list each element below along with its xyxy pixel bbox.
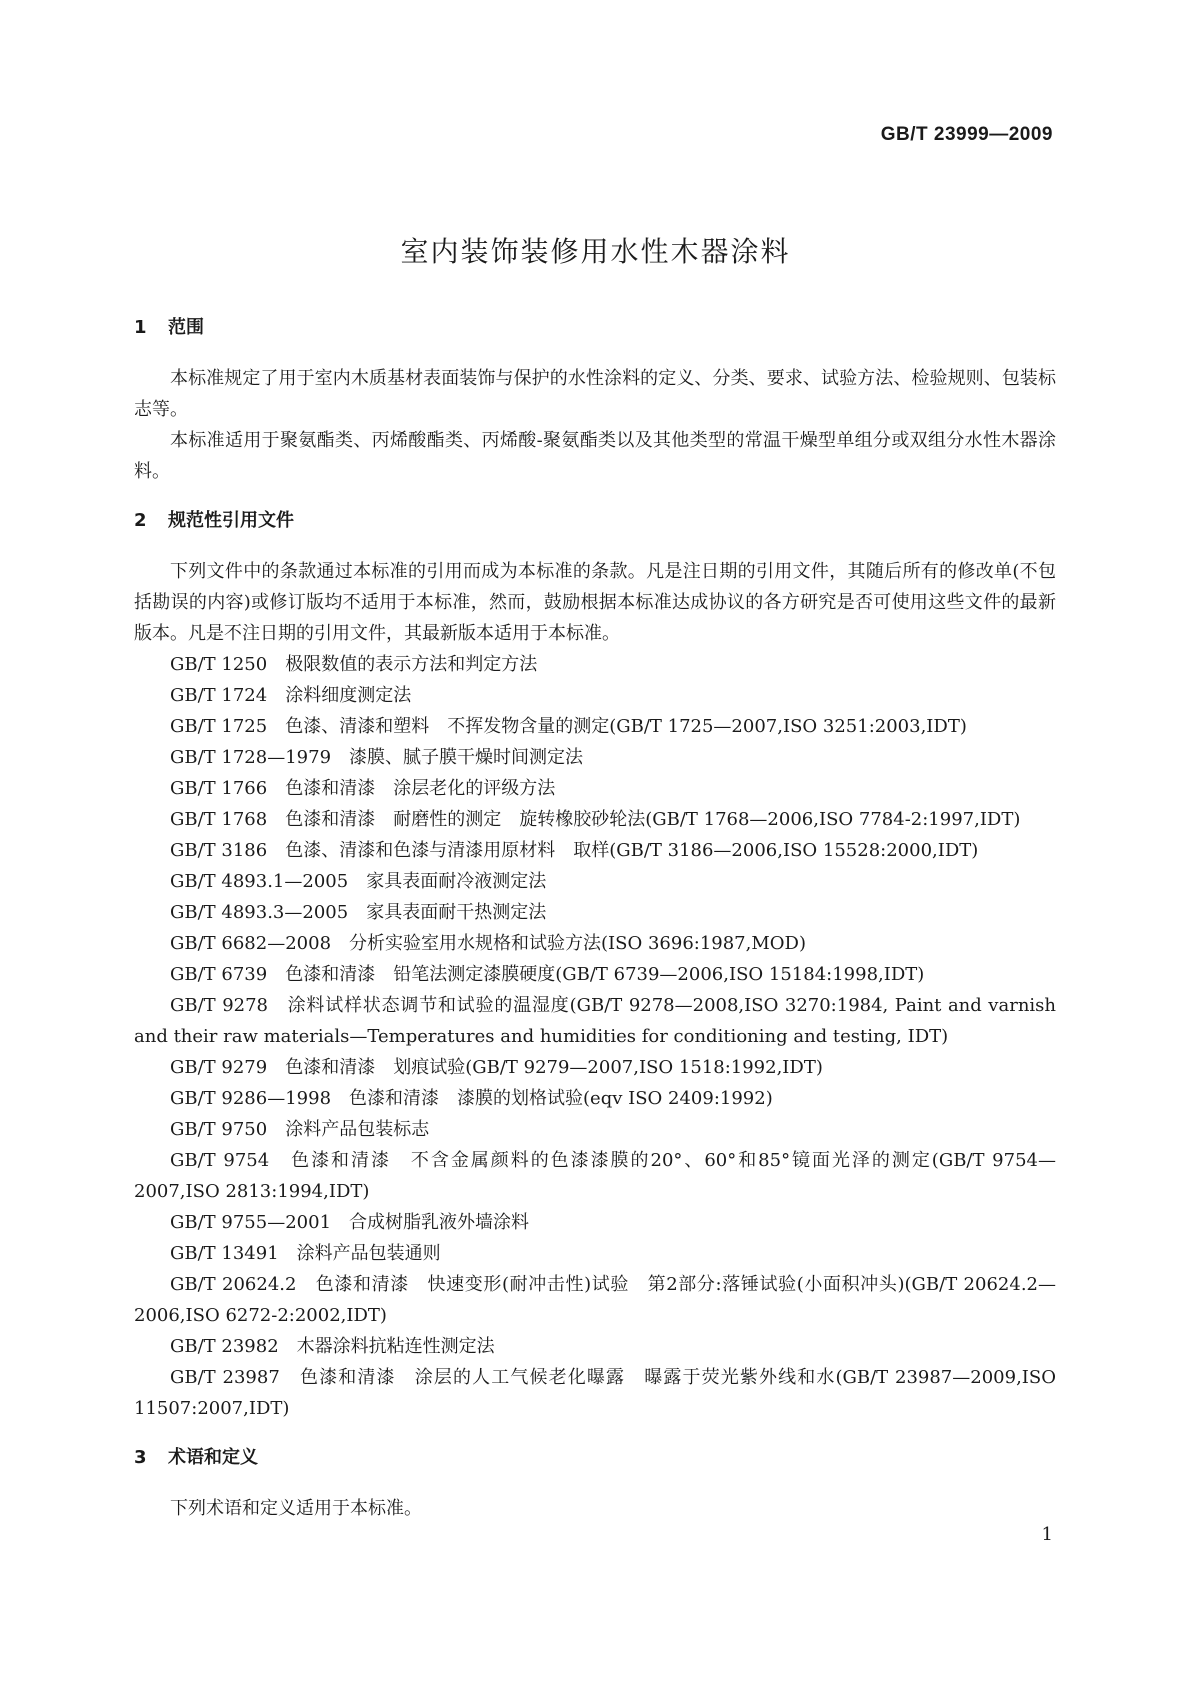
reference-item: GB/T 20624.2 色漆和清漆 快速变形(耐冲击性)试验 第2部分:落锤试验(小面积冲头)(GB/T 20624.2—2006,ISO 6272-2:2002,IDT) <box>134 1274 1056 1326</box>
section-number: 1 <box>134 317 147 338</box>
section-title: 范围 <box>168 317 204 338</box>
document-title: 室内装饰装修用水性木器涂料 <box>400 235 791 268</box>
reference-item: GB/T 23987 色漆和清漆 涂层的人工气候老化曝露 曝露于荧光紫外线和水(GB/T 23987—2009,ISO 11507:2007,IDT) <box>134 1367 1056 1419</box>
section-1-heading <box>134 312 1056 343</box>
reference-item: GB/T 1724 涂料细度测定法 <box>170 685 412 706</box>
reference-item: GB/T 9279 色漆和清漆 划痕试验(GB/T 9279—2007,ISO 1518:1992,IDT) <box>170 1057 823 1078</box>
paragraph: 本标准规定了用于室内木质基材表面装饰与保护的水性涂料的定义、分类、要求、试验方法、检验规则、包装标志等。 <box>134 368 1056 420</box>
reference-item: GB/T 4893.3—2005 家具表面耐干热测定法 <box>170 902 547 923</box>
section-title: 规范性引用文件 <box>168 510 294 531</box>
reference-item: GB/T 1250 极限数值的表示方法和判定方法 <box>170 654 538 675</box>
reference-item: GB/T 1768 色漆和清漆 耐磨性的测定 旋转橡胶砂轮法(GB/T 1768—2006,ISO 7784-2:1997,IDT) <box>170 809 1021 830</box>
reference-item: GB/T 3186 色漆、清漆和色漆与清漆用原材料 取样(GB/T 3186—2006,ISO 15528:2000,IDT) <box>170 840 979 861</box>
section-number: 2 <box>134 510 147 531</box>
reference-item: GB/T 9278 涂料试样状态调节和试验的温湿度(GB/T 9278—2008,ISO 3270:1984, Paint and varnish and their raw materials—Temperatures and humidities for conditioning and testing, IDT) <box>134 995 1056 1047</box>
paragraph: 本标准适用于聚氨酯类、丙烯酸酯类、丙烯酸-聚氨酯类以及其他类型的常温干燥型单组分或双组分水性木器涂料。 <box>134 430 1056 482</box>
reference-item: GB/T 1728—1979 漆膜、腻子膜干燥时间测定法 <box>170 747 584 768</box>
reference-item: GB/T 4893.1—2005 家具表面耐冷液测定法 <box>170 871 547 892</box>
section-2-heading <box>134 505 1056 536</box>
reference-item: GB/T 6682—2008 分析实验室用水规格和试验方法(ISO 3696:1987,MOD) <box>170 933 807 954</box>
reference-item: GB/T 9754 色漆和清漆 不含金属颜料的色漆漆膜的20°、60°和85°镜面光泽的测定(GB/T 9754—2007,ISO 2813:1994,IDT) <box>134 1150 1056 1202</box>
section-number: 3 <box>134 1447 147 1468</box>
reference-item: GB/T 9750 涂料产品包装标志 <box>170 1119 430 1140</box>
reference-item: GB/T 9755—2001 合成树脂乳液外墙涂料 <box>170 1212 530 1233</box>
paragraph: 下列文件中的条款通过本标准的引用而成为本标准的条款。凡是注日期的引用文件，其随后所有的修改单(不包括勘误的内容)或修订版均不适用于本标准，然而，鼓励根据本标准达成协议的各方研究是否可使用这些文件的最新版本。凡是不注日期的引用文件，其最新版本适用于本标准。 <box>134 561 1056 644</box>
reference-item: GB/T 1725 色漆、清漆和塑料 不挥发物含量的测定(GB/T 1725—2007,ISO 3251:2003,IDT) <box>170 716 967 737</box>
document-body <box>134 312 1056 1524</box>
reference-item: GB/T 6739 色漆和清漆 铅笔法测定漆膜硬度(GB/T 6739—2006,ISO 15184:1998,IDT) <box>170 964 925 985</box>
reference-item: GB/T 1766 色漆和清漆 涂层老化的评级方法 <box>170 778 556 799</box>
reference-item: GB/T 13491 涂料产品包装通则 <box>170 1243 441 1264</box>
section-3-heading <box>134 1442 1056 1473</box>
page-number: 1 <box>1041 1524 1053 1545</box>
section-title: 术语和定义 <box>168 1447 258 1468</box>
paragraph: 下列术语和定义适用于本标准。 <box>170 1498 422 1519</box>
reference-item: GB/T 9286—1998 色漆和清漆 漆膜的划格试验(eqv ISO 2409:1992) <box>170 1088 773 1109</box>
standard-code: GB/T 23999—2009 <box>880 124 1053 145</box>
reference-item: GB/T 23982 木器涂料抗粘连性测定法 <box>170 1336 495 1357</box>
